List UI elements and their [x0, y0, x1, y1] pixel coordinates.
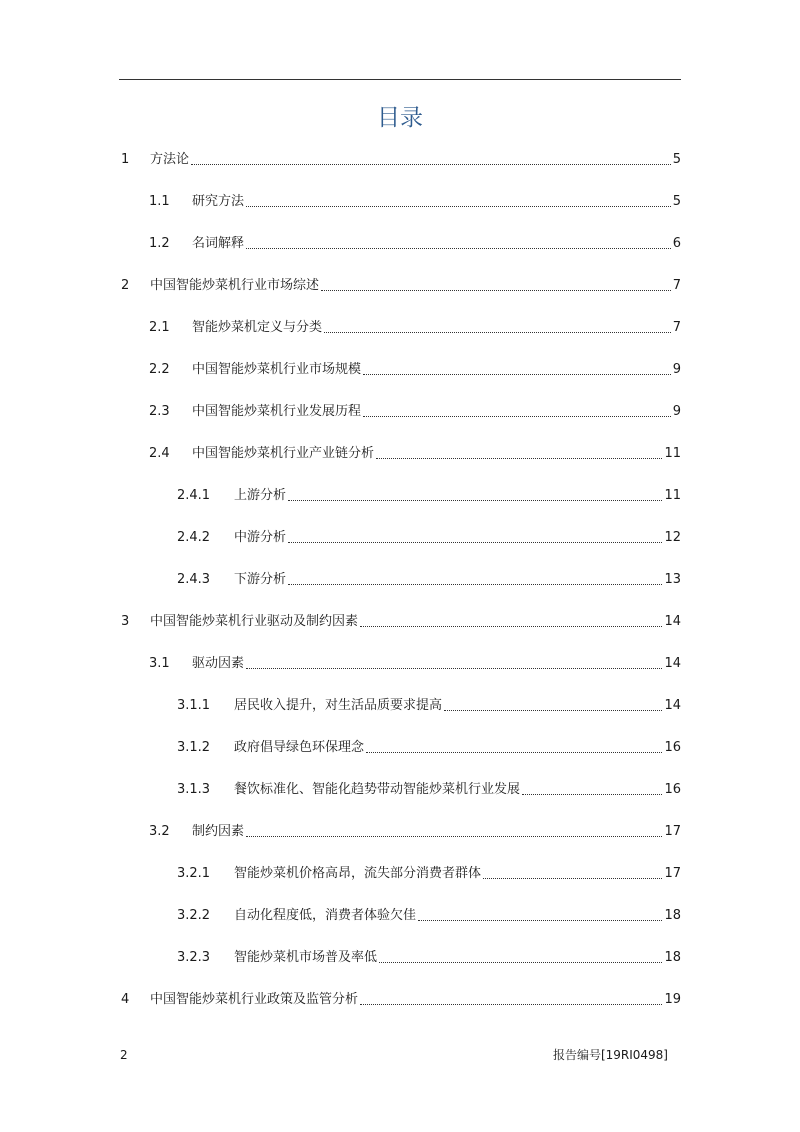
toc-entry[interactable]: [149, 444, 681, 464]
toc-entry[interactable]: [149, 402, 681, 422]
toc-entry-number: 3.1.3: [177, 782, 211, 797]
toc-entry-title: 居民收入提升，对生活品质要求提高: [234, 698, 443, 713]
toc-leader-dots: [363, 374, 671, 375]
toc-entry[interactable]: [121, 990, 681, 1010]
toc-entry[interactable]: [177, 780, 681, 800]
toc-entry-page: 13: [664, 572, 681, 587]
toc-entry[interactable]: [121, 276, 681, 296]
toc-leader-dots: [444, 710, 662, 711]
toc-entry-number: 4: [121, 992, 130, 1007]
toc-entry-number: 2.4: [149, 446, 170, 461]
toc-entry-page: 11: [664, 446, 681, 461]
toc-entry-page: 9: [672, 404, 681, 419]
toc-leader-dots: [522, 794, 662, 795]
toc-entry[interactable]: [177, 528, 681, 548]
toc-entry[interactable]: [121, 612, 681, 632]
toc-entry[interactable]: [149, 822, 681, 842]
toc-entry-page: 6: [672, 236, 681, 251]
toc-entry-page: 14: [664, 614, 681, 629]
toc-leader-dots: [418, 920, 662, 921]
toc-entry-number: 3.2.1: [177, 866, 211, 881]
toc-entry-number: 2.4.1: [177, 488, 211, 503]
footer-report-id: 报告编号[19RI0498]: [552, 1048, 668, 1062]
toc-leader-dots: [324, 332, 671, 333]
toc-entry-page: 5: [672, 152, 681, 167]
toc-entry[interactable]: [177, 696, 681, 716]
toc-entry-number: 3.1.1: [177, 698, 211, 713]
toc-entry[interactable]: [149, 360, 681, 380]
toc-entry-title: 智能炒菜机市场普及率低: [234, 950, 378, 965]
toc-entry[interactable]: [149, 234, 681, 254]
toc-entry-number: 1.1: [149, 194, 170, 209]
toc-entry-number: 3: [121, 614, 130, 629]
toc-entry-number: 2.4.2: [177, 530, 211, 545]
toc-entry-title: 政府倡导绿色环保理念: [234, 740, 365, 755]
toc-entry-title: 方法论: [150, 152, 190, 167]
toc-entry-title: 中国智能炒菜机行业市场综述: [150, 278, 320, 293]
toc-leader-dots: [379, 962, 662, 963]
toc-entry-page: 18: [664, 950, 681, 965]
toc-leader-dots: [360, 1004, 662, 1005]
toc-entry-number: 1.2: [149, 236, 170, 251]
toc-entry[interactable]: [177, 486, 681, 506]
toc-leader-dots: [246, 668, 662, 669]
toc-entry[interactable]: [177, 948, 681, 968]
toc-leader-dots: [288, 542, 662, 543]
toc-entry[interactable]: [149, 192, 681, 212]
toc-leader-dots: [360, 626, 662, 627]
toc-leader-dots: [321, 290, 671, 291]
toc-title: 目录: [377, 105, 423, 131]
toc-entry[interactable]: [177, 906, 681, 926]
toc-entry-number: 1: [121, 152, 130, 167]
toc-entry[interactable]: [177, 864, 681, 884]
toc-entry-page: 9: [672, 362, 681, 377]
toc-entry-page: 11: [664, 488, 681, 503]
toc-entry-page: 17: [664, 866, 681, 881]
toc-entry-page: 7: [672, 278, 681, 293]
toc-entry-number: 2.1: [149, 320, 170, 335]
toc-entry[interactable]: [177, 570, 681, 590]
toc-entry-number: 2: [121, 278, 130, 293]
toc-leader-dots: [288, 584, 662, 585]
toc-entry-page: 12: [664, 530, 681, 545]
toc-entry-number: 3.2.2: [177, 908, 211, 923]
toc-entry-page: 14: [664, 656, 681, 671]
toc-leader-dots: [246, 206, 671, 207]
toc-entry-page: 5: [672, 194, 681, 209]
toc-entry-title: 中国智能炒菜机行业政策及监管分析: [150, 992, 359, 1007]
toc-entry-page: 16: [664, 782, 681, 797]
toc-entry-title: 驱动因素: [192, 656, 245, 671]
toc-entry-title: 制约因素: [192, 824, 245, 839]
toc-entry-title: 自动化程度低，消费者体验欠佳: [234, 908, 417, 923]
toc-entry-page: 18: [664, 908, 681, 923]
toc-entry-title: 中国智能炒菜机行业市场规模: [192, 362, 362, 377]
toc-entry-title: 中国智能炒菜机行业发展历程: [192, 404, 362, 419]
toc-entry-number: 2.2: [149, 362, 170, 377]
toc-entry[interactable]: [177, 738, 681, 758]
toc-entry-number: 2.3: [149, 404, 170, 419]
toc-entry-title: 名词解释: [192, 236, 245, 251]
toc-entry-page: 19: [664, 992, 681, 1007]
toc-entry-page: 14: [664, 698, 681, 713]
toc-leader-dots: [376, 458, 662, 459]
toc-entry-page: 16: [664, 740, 681, 755]
toc-entry-title: 研究方法: [192, 194, 245, 209]
footer-page-number: 2: [120, 1048, 128, 1062]
toc-leader-dots: [366, 752, 662, 753]
toc-entry-number: 3.1.2: [177, 740, 211, 755]
toc-entry-number: 3.1: [149, 656, 170, 671]
toc-entry-title: 中国智能炒菜机行业驱动及制约因素: [150, 614, 359, 629]
toc-entry[interactable]: [149, 318, 681, 338]
toc-entry-number: 2.4.3: [177, 572, 211, 587]
toc-entry-title: 下游分析: [234, 572, 287, 587]
toc-entry-title: 上游分析: [234, 488, 287, 503]
toc-entry-page: 7: [672, 320, 681, 335]
toc-entry[interactable]: [121, 150, 681, 170]
toc-leader-dots: [246, 836, 662, 837]
toc-entry-title: 智能炒菜机定义与分类: [192, 320, 323, 335]
toc-leader-dots: [483, 878, 662, 879]
toc-entry-title: 中国智能炒菜机行业产业链分析: [192, 446, 375, 461]
toc-entry[interactable]: [149, 654, 681, 674]
toc-entry-title: 中游分析: [234, 530, 287, 545]
toc-entry-number: 3.2: [149, 824, 170, 839]
toc-entry-page: 17: [664, 824, 681, 839]
toc-entry-title: 智能炒菜机价格高昂，流失部分消费者群体: [234, 866, 482, 881]
toc-leader-dots: [288, 500, 662, 501]
toc-entry-title: 餐饮标准化、智能化趋势带动智能炒菜机行业发展: [234, 782, 521, 797]
toc-leader-dots: [363, 416, 671, 417]
toc-entry-number: 3.2.3: [177, 950, 211, 965]
toc-leader-dots: [191, 164, 671, 165]
toc-leader-dots: [246, 248, 671, 249]
